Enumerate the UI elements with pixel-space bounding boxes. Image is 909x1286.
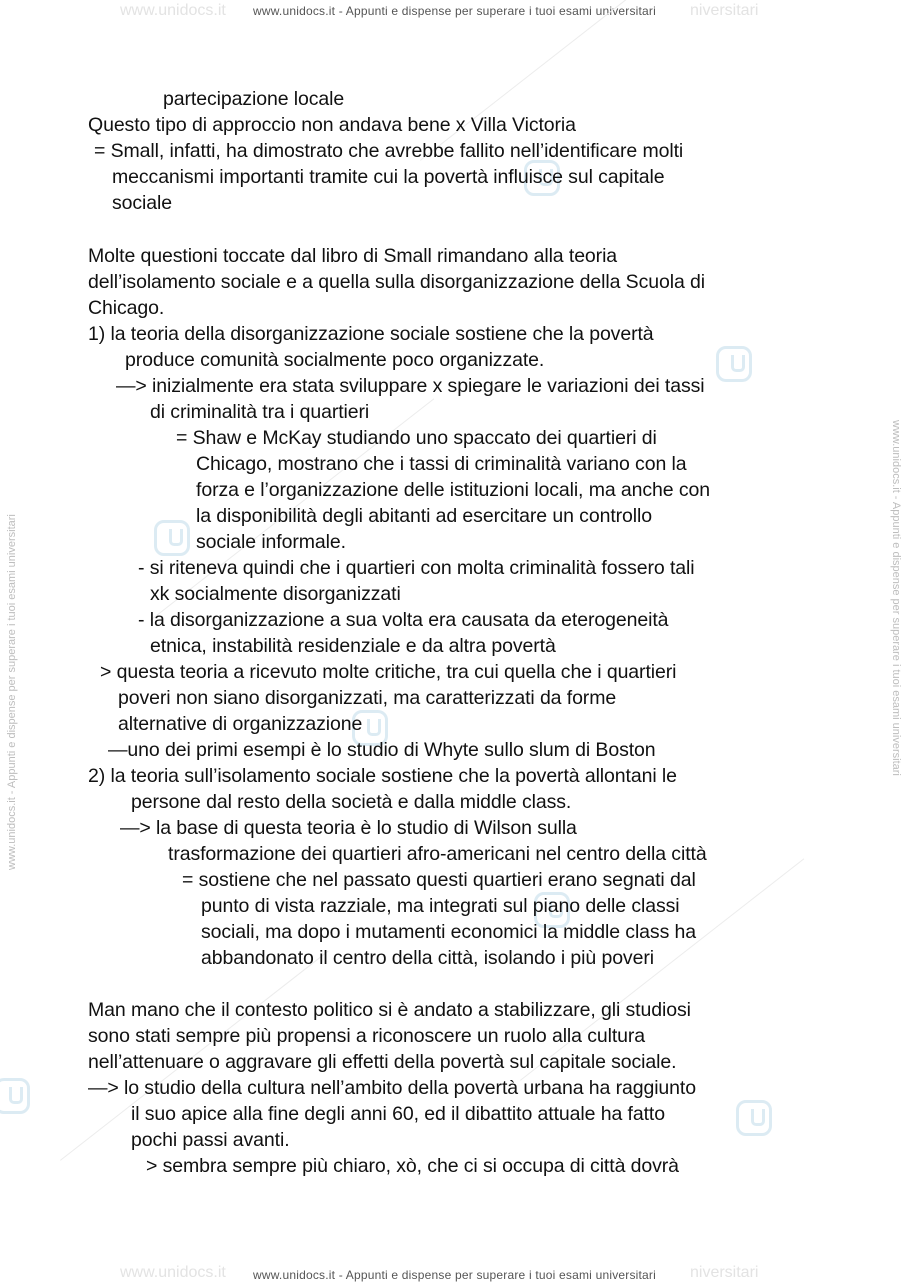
text-line: xk socialmente disorganizzati [150, 583, 401, 605]
text-line: = sostiene che nel passato questi quartieri erano segnati dal [182, 869, 696, 891]
text-line: > questa teoria a ricevuto molte critiche, tra cui quella che i quartieri [100, 661, 677, 683]
text-line: alternative di organizzazione [118, 713, 363, 735]
watermark-ghost-bottom: www.unidocs.it [120, 1264, 226, 1281]
text-line: - si riteneva quindi che i quartieri con molta criminalità fossero tali [138, 557, 695, 579]
text-line: Molte questioni toccate dal libro di Small rimandano alla teoria [88, 245, 618, 267]
text-line: Man mano che il contesto politico si è andato a stabilizzare, gli studiosi [88, 999, 691, 1021]
text-line: il suo apice alla fine degli anni 60, ed il dibattito attuale ha fatto [131, 1103, 665, 1125]
watermark-logo-icon [716, 346, 752, 382]
left-side-watermark: www.unidocs.it - Appunti e dispense per superare i tuoi esami universitari [6, 514, 18, 870]
text-line: Questo tipo di approccio non andava bene x Villa Victoria [88, 114, 576, 136]
watermark-logo-icon [736, 1100, 772, 1136]
text-line: —> lo studio della cultura nell’ambito della povertà urbana ha raggiunto [88, 1077, 696, 1099]
text-line: meccanismi importanti tramite cui la povertà influisce sul capitale [112, 166, 665, 188]
text-line: partecipazione locale [163, 88, 345, 110]
text-line: etnica, instabilità residenziale e da altra povertà [150, 635, 556, 657]
text-line: Chicago, mostrano che i tassi di criminalità variano con la [196, 453, 687, 475]
text-line: trasformazione dei quartieri afro-americani nel centro della città [168, 843, 707, 865]
watermark-ghost-top-right: niversitari [690, 2, 759, 19]
page-header-watermark: www.unidocs.it - Appunti e dispense per superare i tuoi esami universitari [253, 4, 656, 18]
text-line: Chicago. [88, 297, 165, 319]
text-line: produce comunità socialmente poco organizzate. [125, 349, 545, 371]
text-line: > sembra sempre più chiaro, xò, che ci si occupa di città dovrà [146, 1155, 679, 1177]
text-line: = Shaw e McKay studiando uno spaccato dei quartieri di [176, 427, 657, 449]
watermark-ghost-bottom-right: niversitari [690, 1264, 759, 1281]
text-line: persone dal resto della società e dalla middle class. [131, 791, 572, 813]
text-line: pochi passi avanti. [131, 1129, 290, 1151]
text-line: abbandonato il centro della città, isolando i più poveri [201, 947, 654, 969]
text-line: nell’attenuare o aggravare gli effetti della povertà sul capitale sociale. [88, 1051, 677, 1073]
right-side-watermark: www.unidocs.it - Appunti e dispense per superare i tuoi esami universitari [890, 420, 902, 776]
text-line: forza e l’organizzazione delle istituzioni locali, ma anche con [196, 479, 710, 501]
text-line: sociale informale. [196, 531, 346, 553]
watermark-logo-icon [154, 520, 190, 556]
text-line: 2) la teoria sull’isolamento sociale sostiene che la povertà allontani le [88, 765, 677, 787]
text-line: —> la base di questa teoria è lo studio di Wilson sulla [120, 817, 577, 839]
text-line: sociali, ma dopo i mutamenti economici la middle class ha [201, 921, 697, 943]
text-line: - la disorganizzazione a sua volta era causata da eterogeneità [138, 609, 669, 631]
text-line: —> inizialmente era stata sviluppare x spiegare le variazioni dei tassi [116, 375, 705, 397]
text-line: —uno dei primi esempi è lo studio di Whyte sullo slum di Boston [108, 739, 656, 761]
watermark-ghost-top: www.unidocs.it [120, 2, 226, 19]
watermark-logo-icon [0, 1078, 30, 1114]
text-line: di criminalità tra i quartieri [150, 401, 370, 423]
text-line: punto di vista razziale, ma integrati sul piano delle classi [201, 895, 680, 917]
text-line: dell’isolamento sociale e a quella sulla disorganizzazione della Scuola di [88, 271, 705, 293]
text-line: poveri non siano disorganizzati, ma caratterizzati da forme [118, 687, 617, 709]
text-line: sociale [112, 192, 172, 214]
text-line: = Small, infatti, ha dimostrato che avrebbe fallito nell’identificare molti [94, 140, 684, 162]
text-line: 1) la teoria della disorganizzazione sociale sostiene che la povertà [88, 323, 654, 345]
text-line: sono stati sempre più propensi a riconoscere un ruolo alla cultura [88, 1025, 646, 1047]
text-line: la disponibilità degli abitanti ad esercitare un controllo [196, 505, 652, 527]
page-footer-watermark: www.unidocs.it - Appunti e dispense per superare i tuoi esami universitari [253, 1268, 656, 1282]
